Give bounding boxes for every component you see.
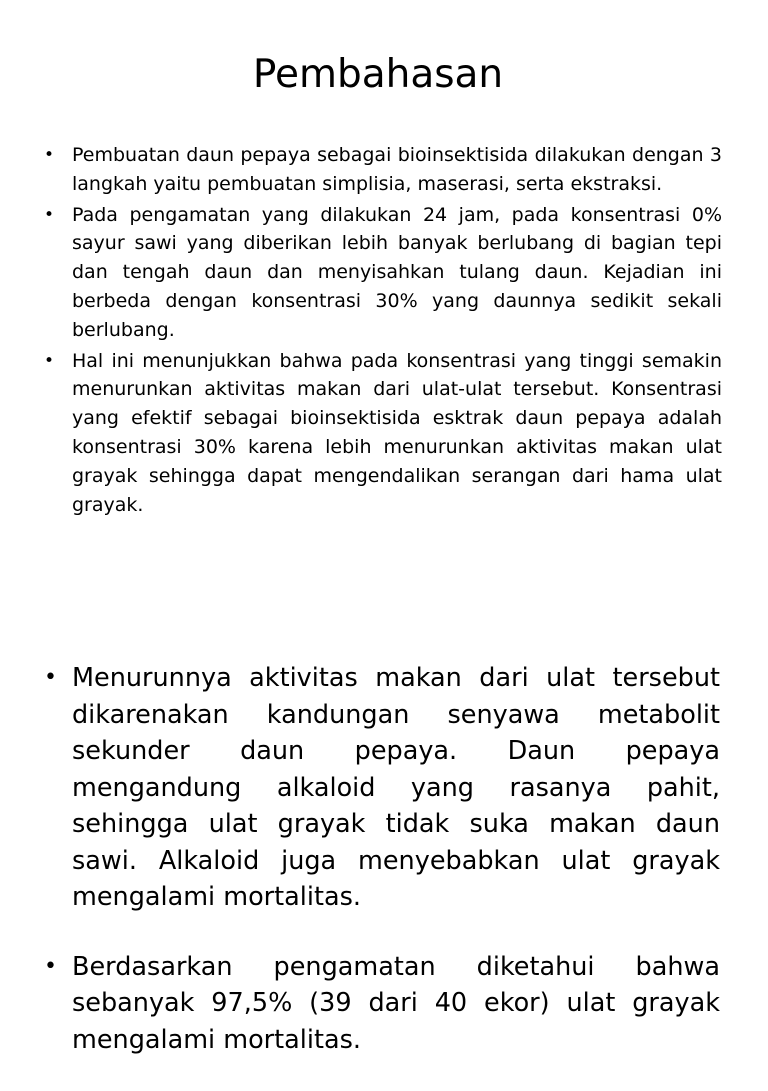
bullet-text: Pada pengamatan yang dilakukan 24 jam, pada konsentrasi 0% sayur sawi yang diberikan lebih banyak berlubang di bagian tepi dan tengah daun dan menyisahkan tulang daun. Kejadian ini berbeda dengan konsentrasi 30% yang daunnya sedikit sekali berlubang. (72, 203, 722, 341)
bullet-dot-icon: • (44, 145, 55, 165)
discussion-bullet-list (44, 141, 722, 521)
bullet-item-observation (44, 201, 722, 345)
mortality-bullet-list (44, 660, 720, 1091)
bullet-item-alkaloid (44, 660, 720, 916)
slide-title: Pembahasan (252, 52, 504, 97)
bullet-item-steps (44, 141, 722, 199)
bullet-dot-icon: • (44, 665, 57, 690)
bullet-item-conclusion (44, 347, 722, 520)
bullet-text: Menurunnya aktivitas makan dari ulat tersebut dikarenakan kandungan senyawa metabolit sekunder daun pepaya. Daun pepaya mengandung alkaloid yang rasanya pahit, sehingga ulat grayak tidak suka makan daun sawi. Alkaloid juga menyebabkan ulat grayak mengalami mortalitas. (72, 663, 720, 912)
bullet-dot-icon: • (44, 204, 55, 225)
bullet-text: Berdasarkan pengamatan diketahui bahwa sebanyak 97,5% (39 dari 40 ekor) ulat grayak mengalami mortalitas. (72, 951, 720, 1055)
bullet-dot-icon: • (44, 350, 55, 371)
bullet-dot-icon: • (44, 953, 57, 979)
bullet-text: Pembuatan daun pepaya sebagai bioinsektisida dilakukan dengan 3 langkah yaitu pembuatan simplisia, maserasi, serta ekstraksi. (72, 144, 722, 195)
bullet-text: Hal ini menunjukkan bahwa pada konsentrasi yang tinggi semakin menurunkan aktivitas makan dari ulat-ulat tersebut. Konsentrasi yang efektif sebagai bioinsektisida esktrak daun pepaya adalah konsentrasi 30% karena lebih menurunkan aktivitas makan ulat grayak sehingga dapat mengendalikan serangan dari hama ulat grayak. (72, 349, 722, 516)
bullet-item-mortality (44, 949, 720, 1059)
